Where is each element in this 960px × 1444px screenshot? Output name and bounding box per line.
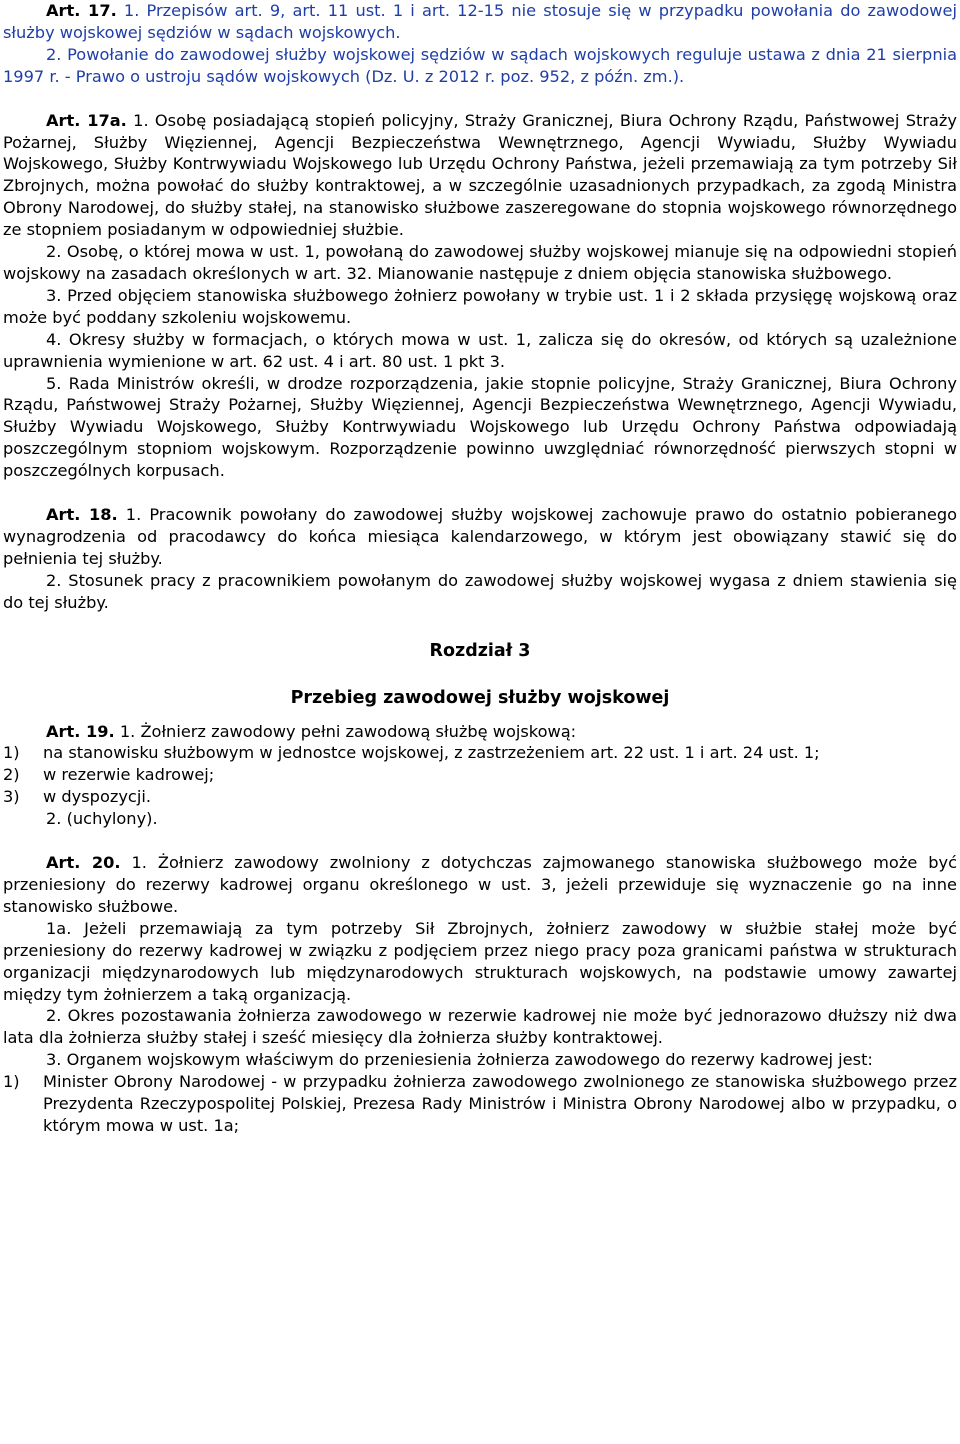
art17a-paragraph-4: 4. Okresy służby w formacjach, o których mowa w ust. 1, zalicza się do okresów, od których są uzależnione uprawnienia wymienione w art. 62 ust. 4 i art. 80 ust. 1 pkt 3. <box>3 329 957 371</box>
paragraph-text: 1. Pracownik powołany do zawodowej służby wojskowej zachowuje prawo do ostatnio pobieranego wynagrodzenia od pracodawcy do końca miesiąca kalendarzowego, w którym jest obowiązany stawić się do pełnienia tej służby. <box>3 505 957 568</box>
art17a-paragraph-3: 3. Przed objęciem stanowiska służbowego żołnierz powołany w trybie ust. 1 i 2 składa przysięgę wojskową oraz może być poddany szkoleniu wojskowemu. <box>3 285 957 327</box>
art17-paragraph-2: 2. Powołanie do zawodowej służby wojskowej sędziów w sądach wojskowych reguluje ustawa z dnia 21 sierpnia 1997 r. - Prawo o ustroju sądów wojskowych (Dz. U. z 2012 r. poz. 952, z późn. zm.). <box>3 44 957 86</box>
art17a-paragraph-2: 2. Osobę, o której mowa w ust. 1, powołaną do zawodowej służby wojskowej mianuje się na odpowiedni stopień wojskowy na zasadach określonych w art. 32. Mianowanie następuje z dniem objęcia stanowiska służbowego. <box>3 242 957 283</box>
art20-paragraph-3: 3. Organem wojskowym właściwym do przeniesienia żołnierza zawodowego do rezerwy kadrowej jest: <box>46 1050 873 1070</box>
paragraph-text: 1. Żołnierz zawodowy zwolniony z dotychczas zajmowanego stanowiska służbowego może być przeniesiony do rezerwy kadrowej organu określonego w ust. 3, jeżeli przewiduje się wyznaczenie go na inne stanowisko służbowe. <box>3 853 957 916</box>
art19-paragraph-2: 2. (uchylony). <box>46 809 158 829</box>
list-item <box>3 786 957 808</box>
list-item-text: w dyspozycji. <box>43 787 151 807</box>
chapter-number: Rozdział 3 <box>429 640 531 661</box>
list-item <box>3 1071 957 1137</box>
article-label: Art. 17. <box>46 1 117 20</box>
list-number: 2) <box>3 765 20 785</box>
art17a-paragraph-5: 5. Rada Ministrów określi, w drodze rozporządzenia, jakie stopnie policyjne, Straży Granicznej, Biura Ochrony Rządu, Państwowej Straży Pożarnej, Służby Więziennej, Agencji Bezpieczeństwa Wewnętrznego, Agencji Wywiadu, Służby Wywiadu Wojskowego, Służby Kontrwywiadu Wojskowego lub Urzędu Ochrony Państwa odpowiadają poszczególnym stopniom wojskowym. Rozporządzenie powinno uwzględniać równorzędność pierwszych stopni w poszczególnych korpusach. <box>3 373 957 481</box>
list-number: 1) <box>3 1072 20 1092</box>
document-page <box>3 0 957 1137</box>
list-item <box>3 764 957 786</box>
list-item-text: na stanowisku służbowym w jednostce wojskowej, z zastrzeżeniem art. 22 ust. 1 i art. 24 ust. 1; <box>43 743 820 763</box>
paragraph-text: 1. Osobę posiadającą stopień policyjny, Straży Granicznej, Biura Ochrony Rządu, Państwowej Straży Pożarnej, Służby Więziennej, Agencji Bezpieczeństwa Wewnętrznego, Agencji Wywiadu, Służby Wywiadu Wojskowego, Służby Kontrwywiadu Wojskowego lub Urzędu Ochrony Państwa, jeżeli przemawiają za tym potrzeby Sił Zbrojnych, można powołać do służby kontraktowej, a w szczególnie uzasadnionych przypadkach, za zgodą Ministra Obrony Narodowej, do służby stałej, na stanowisko służbowe zaszeregowane do stopnia wojskowego równorzędnego ze stopniem posiadanym w odpowiedniej służbie. <box>3 110 957 240</box>
paragraph-text: 1. Żołnierz zawodowy pełni zawodową służbę wojskową: <box>119 721 577 741</box>
art20-paragraph-2: 2. Okres pozostawania żołnierza zawodowego w rezerwie kadrowej nie może być jednorazowo dłuższy niż dwa lata dla żołnierza służby stałej i sześć miesięcy dla żołnierza służby kontraktowej. <box>3 1006 957 1048</box>
art20-paragraph-1a: 1a. Jeżeli przemawiają za tym potrzeby Sił Zbrojnych, żołnierz zawodowy w służbie stałej może być przeniesiony do rezerwy kadrowej w związku z podjęciem przez niego pracy poza granicami państwa w strukturach organizacji międzynarodowych lub międzynarodowych strukturach wojskowych, na podstawie umowy zawartej między tym żołnierzem a taką organizacją. <box>3 918 957 1004</box>
art18-paragraph-1 <box>3 504 957 570</box>
art17a-paragraph-1 <box>3 110 957 241</box>
chapter-title: Przebieg zawodowej służby wojskowej <box>290 687 670 708</box>
list-item-text: w rezerwie kadrowej; <box>43 765 215 785</box>
article-label: Art. 17a. <box>46 110 127 130</box>
art17-paragraph-1 <box>3 0 957 44</box>
art19-paragraph-1 <box>3 721 957 743</box>
art18-paragraph-2: 2. Stosunek pracy z pracownikiem powołanym do zawodowej służby wojskowej wygasa z dniem stawienia się do tej służby. <box>3 570 957 612</box>
list-number: 3) <box>3 787 20 807</box>
article-label: Art. 20. <box>46 853 121 873</box>
list-number: 1) <box>3 743 20 763</box>
list-item <box>3 742 957 764</box>
article-label: Art. 19. <box>46 721 115 741</box>
article-label: Art. 18. <box>46 505 118 525</box>
art20-paragraph-1 <box>3 852 957 918</box>
paragraph-text: 1. Przepisów art. 9, art. 11 ust. 1 i art. 12-15 nie stosuje się w przypadku powołania do zawodowej służby wojskowej sędziów w sądach wojskowych. <box>3 1 957 42</box>
list-item-text: Minister Obrony Narodowej - w przypadku żołnierza zawodowego zwolnionego ze stanowiska służbowego przez Prezydenta Rzeczypospolitej Polskiej, Prezesa Rady Ministrów i Ministra Obrony Narodowej albo w przypadku, o którym mowa w ust. 1a; <box>43 1072 957 1135</box>
